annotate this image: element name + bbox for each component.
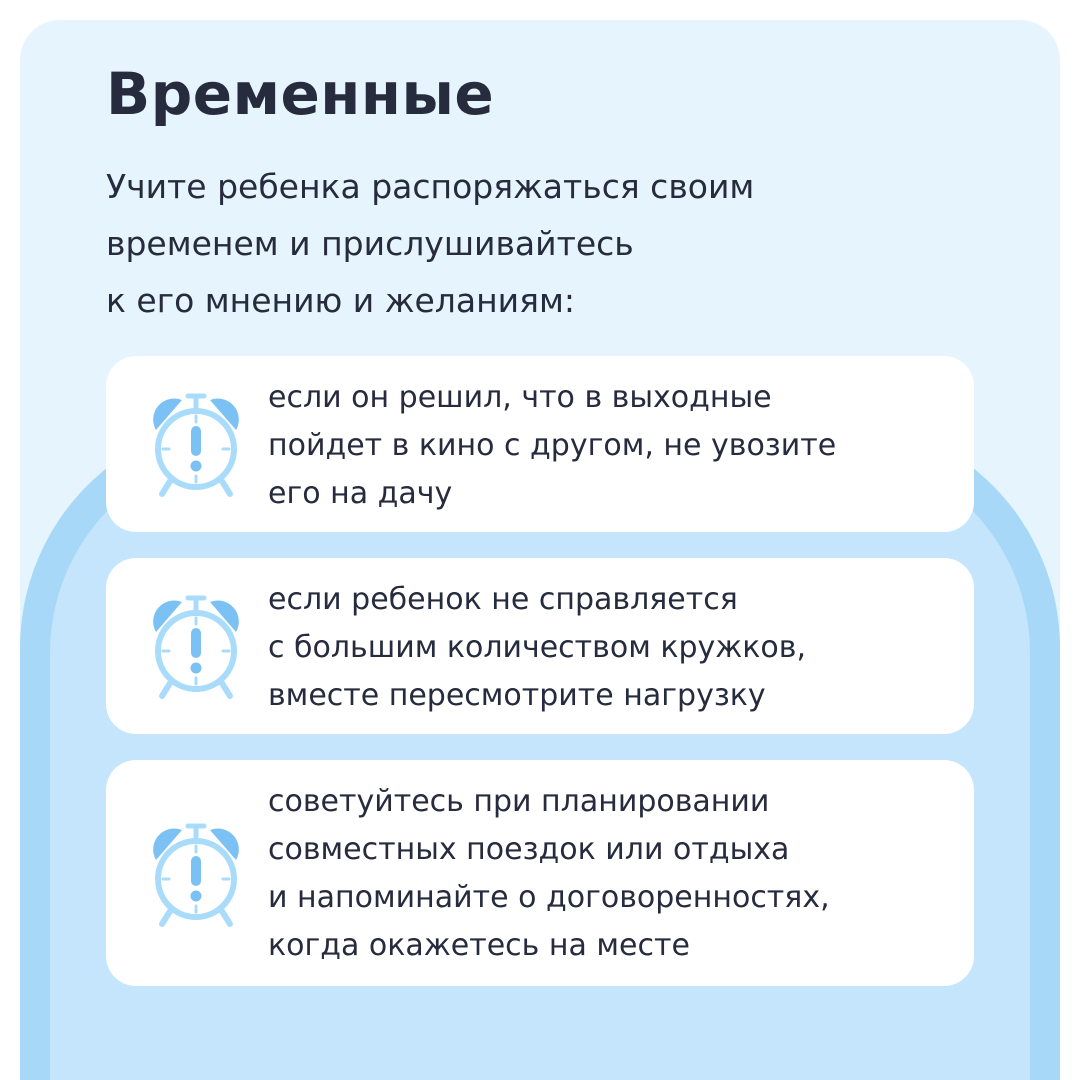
tip-line: вместе пересмотрите нагрузку <box>268 678 766 713</box>
alarm-clock-icon <box>142 386 250 504</box>
tip-line: если ребенок не справляется <box>268 582 738 617</box>
tip-line: советуйтесь при планировании <box>268 784 770 819</box>
tip-line: пойдет в кино с другом, не увозите <box>268 428 837 463</box>
intro-line: к его мнению и желаниям: <box>106 281 575 320</box>
alarm-clock-graphic <box>142 816 250 934</box>
alarm-clock-graphic <box>142 386 250 504</box>
intro-line: временем и прислушивайтесь <box>106 224 634 263</box>
tip-line: с большим количеством кружков, <box>268 630 806 665</box>
tip-text <box>268 778 958 970</box>
intro-line: Учите ребенка распоряжаться своим <box>106 167 755 206</box>
tip-text <box>268 576 958 720</box>
tip-card <box>106 760 974 986</box>
tip-line: когда окажетесь на месте <box>268 928 690 963</box>
intro-text <box>106 158 966 329</box>
tip-line: совместных поездок или отдыха <box>268 832 790 867</box>
tip-line: если он решил, что в выходные <box>268 380 772 415</box>
tip-text <box>268 374 958 518</box>
tip-card <box>106 356 974 532</box>
tip-card <box>106 558 974 734</box>
alarm-clock-icon <box>142 816 250 934</box>
alarm-clock-graphic <box>142 588 250 706</box>
page-title: Временные <box>106 60 495 128</box>
alarm-clock-icon <box>142 588 250 706</box>
tip-line: и напоминайте о договоренностях, <box>268 880 830 915</box>
tip-line: его на дачу <box>268 476 453 511</box>
